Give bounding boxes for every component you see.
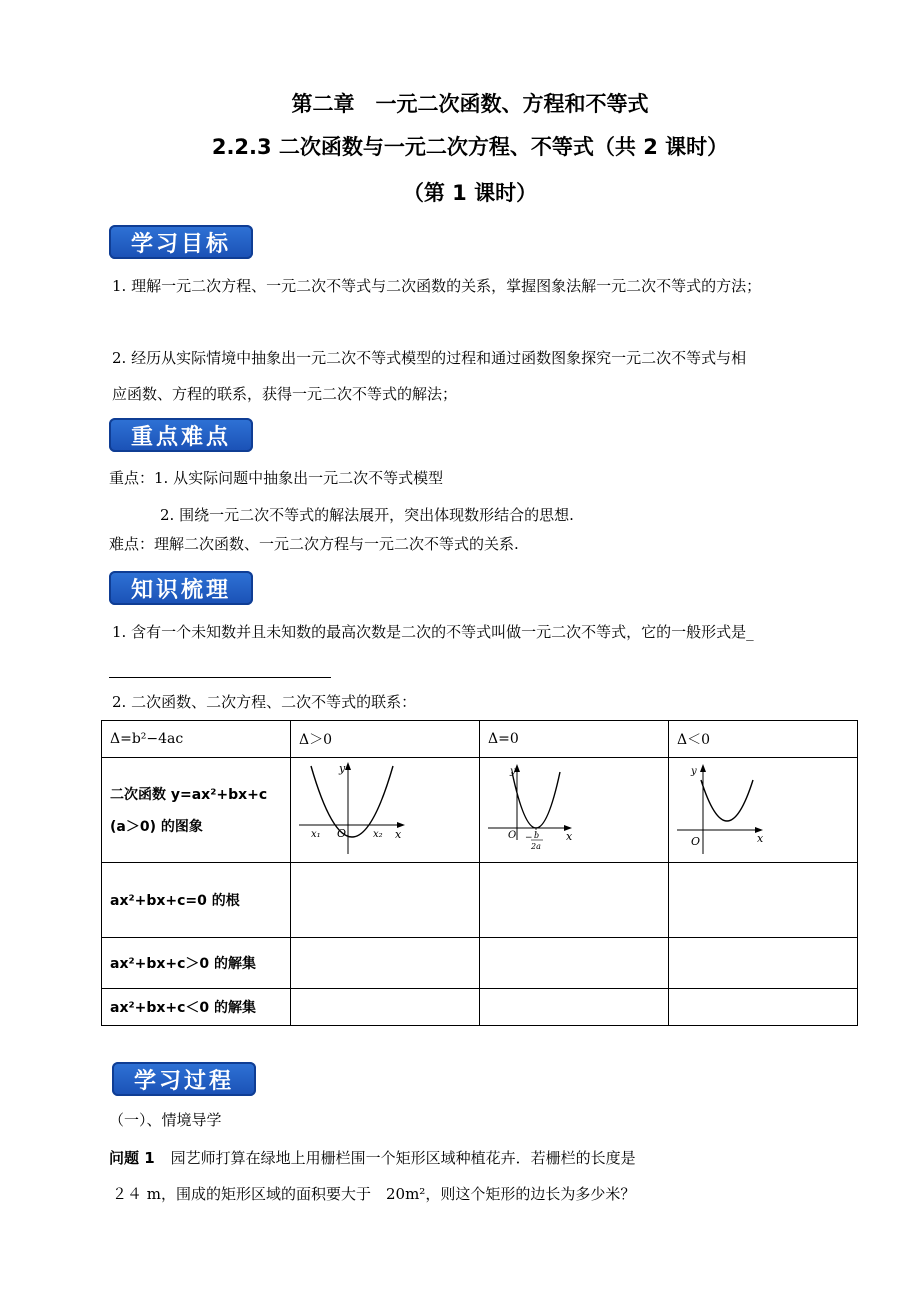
vertex-denominator: 2a [531, 842, 541, 851]
row-label-graph-line-2: (a＞0) 的图象 [110, 819, 203, 835]
axis-x-label: x [395, 828, 402, 841]
roots-cell-none[interactable] [669, 863, 858, 938]
axis-y-label: y [510, 766, 516, 777]
row-label-graph [102, 758, 291, 863]
goal-item-2-line-2: 应函数、方程的联系，获得一元二次不等式的解法； [112, 385, 458, 403]
greater-cell-none[interactable] [669, 938, 858, 989]
axis-y-label: y [691, 766, 697, 777]
goal-item-2-line-1: 2. 经历从实际情境中抽象出一元二次不等式模型的过程和通过函数图象探究一元二次不等式与相 [112, 349, 747, 367]
table-header-row [102, 721, 858, 758]
question-1-label: 问题 1 [109, 1149, 155, 1167]
less-cell-two[interactable] [291, 989, 480, 1026]
key-point-2: 2. 围绕一元二次不等式的解法展开，突出体现数形结合的思想. [160, 506, 574, 524]
section-title: 2.2.3 二次函数与一元二次方程、不等式（共 2 课时） [211, 135, 729, 159]
badge-learning-process: 学习过程 [112, 1062, 256, 1096]
roots-cell-one[interactable] [480, 863, 669, 938]
parabola-no-root-graph [669, 758, 857, 858]
header-delta-negative: Δ＜0 [669, 721, 858, 758]
parabola-one-root-graph [480, 758, 668, 858]
table-graph-row [102, 758, 858, 863]
graph-cell-no-root [669, 758, 858, 863]
origin-label: O [337, 827, 347, 840]
root-x2-label: x₂ [373, 829, 383, 840]
vertex-minus-sign: − [525, 833, 533, 843]
answer-blank-line [109, 677, 331, 678]
origin-label: O [508, 830, 517, 841]
row-label-graph-line-1: 二次函数 y=ax²+bx+c [110, 787, 268, 803]
row-label-less-solution: ax²+bx+c＜0 的解集 [102, 989, 291, 1026]
less-cell-one[interactable] [480, 989, 669, 1026]
row-label-greater-solution: ax²+bx+c＞0 的解集 [102, 938, 291, 989]
header-delta-zero: Δ=0 [480, 721, 669, 758]
roots-cell-two[interactable] [291, 863, 480, 938]
badge-learning-goals: 学习目标 [109, 225, 253, 259]
axis-x-label: x [757, 832, 764, 845]
less-cell-none[interactable] [669, 989, 858, 1026]
badge-key-points: 重点难点 [109, 418, 253, 452]
question-1-text-line-2: ２４ m，围成的矩形区域的面积要大于 20m²，则这个矩形的边长为多少米？ [112, 1185, 636, 1203]
graph-cell-two-roots [291, 758, 480, 863]
table-less-row [102, 989, 858, 1026]
lesson-title: （第 1 课时） [402, 181, 538, 205]
difficulty-point: 难点：理解二次函数、一元二次方程与一元二次不等式的关系. [109, 535, 519, 553]
knowledge-item-1: 1. 含有一个未知数并且未知数的最高次数是二次的不等式叫做一元二次不等式，它的一般形式是_ [112, 623, 754, 641]
vertex-numerator: b [534, 831, 540, 840]
knowledge-item-2: 2. 二次函数、二次方程、二次不等式的联系： [112, 693, 417, 711]
axis-y-label: y [339, 762, 346, 775]
table-greater-row [102, 938, 858, 989]
greater-cell-one[interactable] [480, 938, 669, 989]
process-section-heading: （一）、情境导学 [109, 1111, 222, 1129]
badge-knowledge: 知识梳理 [109, 571, 253, 605]
origin-label: O [691, 835, 701, 848]
header-discriminant: Δ=b²−4ac [102, 721, 291, 758]
graph-cell-one-root [480, 758, 669, 863]
question-1-line-1 [109, 1148, 636, 1168]
goal-item-1: 1. 理解一元二次方程、一元二次不等式与二次函数的关系，掌握图象法解一元二次不等式的方法； [112, 277, 762, 295]
parabola-two-roots-graph [291, 758, 479, 858]
question-1-text-line-1: 园艺师打算在绿地上用栅栏围一个矩形区域种植花卉．若栅栏的长度是 [170, 1149, 636, 1167]
header-delta-positive: Δ＞0 [291, 721, 480, 758]
relation-table [101, 720, 858, 1026]
root-x1-label: x₁ [311, 829, 321, 840]
chapter-title: 第二章 一元二次函数、方程和不等式 [291, 92, 649, 116]
greater-cell-two[interactable] [291, 938, 480, 989]
table-roots-row [102, 863, 858, 938]
axis-x-label: x [566, 830, 573, 843]
row-label-roots: ax²+bx+c=0 的根 [102, 863, 291, 938]
key-point-1: 重点：1. 从实际问题中抽象出一元二次不等式模型 [109, 469, 444, 487]
